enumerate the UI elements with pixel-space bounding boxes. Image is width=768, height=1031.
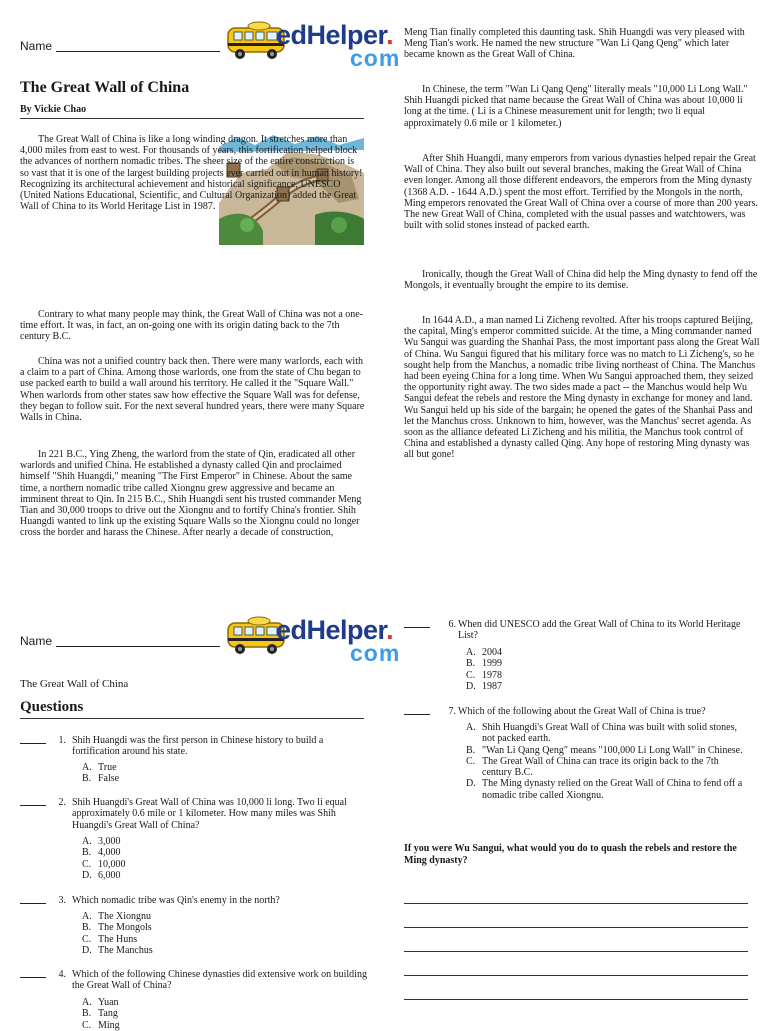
choice[interactable]: D. The Manchus xyxy=(82,944,153,956)
answer-blank[interactable] xyxy=(20,743,46,744)
article-byline: By Vickie Chao xyxy=(20,104,87,115)
answer-blank[interactable] xyxy=(404,714,430,715)
question-number: 1. xyxy=(58,735,66,746)
choice[interactable]: C. 1978 xyxy=(466,669,502,681)
choice[interactable]: C. 10,000 xyxy=(82,858,126,870)
choice[interactable]: A. 3,000 xyxy=(82,836,121,847)
name-field[interactable] xyxy=(20,39,220,53)
quiz-subtitle: The Great Wall of China xyxy=(20,678,129,690)
question-number: 6. xyxy=(448,619,456,630)
choice[interactable]: B. The Mongols xyxy=(82,922,152,934)
question-number: 3. xyxy=(58,895,66,906)
choice[interactable]: A. 2004 xyxy=(466,647,502,658)
choice[interactable]: D. 6,000 xyxy=(82,869,121,881)
answer-line-2[interactable] xyxy=(404,927,748,928)
answer-line-4[interactable] xyxy=(404,975,748,976)
question-7 xyxy=(404,706,754,826)
answer-blank[interactable] xyxy=(20,903,46,904)
choice[interactable]: D. 1987 xyxy=(466,680,502,692)
answer-line-5[interactable] xyxy=(404,999,748,1000)
question-3 xyxy=(20,895,370,959)
choice[interactable]: B. False xyxy=(82,773,120,785)
question-4 xyxy=(20,969,370,1031)
question-text: Which of the following Chinese dynasties did extensive work on building the Great Wall of China? xyxy=(72,969,367,992)
question-text: Shih Huangdi was the first person in Chinese history to build a fortification around his state. xyxy=(72,735,324,758)
question-number: 2. xyxy=(58,797,66,808)
article-title: The Great Wall of China xyxy=(20,79,190,96)
right-paragraph-4: Ironically, though the Great Wall of China did help the Ming dynasty to fend off the Mongols, it eventually brought the empire to its demise. xyxy=(404,269,758,292)
essay-prompt: If you were Wu Sangui, what would you do to quash the rebels and restore the Ming dynasty? xyxy=(404,843,737,866)
question-6 xyxy=(404,619,754,695)
left-paragraph-3: China was not a unified country back then. There were many warlords, each with a claim to a part of China. Among those warlords, one from the state of Chu began to use packed earth to build a wall around his territory. He called it the "Square Wall." When warlords from other states saw how effective the Square Wall was for defense, they began to follow suit. For the next several hundred years, there were many Square Walls in China. xyxy=(20,356,365,424)
choice[interactable]: B. Tang xyxy=(82,1008,118,1020)
edhelper-logo-quiz: edHelper. com xyxy=(226,609,371,671)
edhelper-logo: edHelper. com xyxy=(226,14,371,76)
left-paragraph-1: The Great Wall of China is like a long winding dragon. It stretches more than 4,000 miles from east to west. For thousands of years, this fortification helped block the advances of northern nomadic tribes. The sheer size of the entire construction is so vast that it is one of the largest building projects ever carried out in human history! Recognizing its architectural achievement and historical significance, UNESCO (United Nations Educational, Scientific, and Cultural Organization) added the Great Wall of China to its World Heritage List in 1987. xyxy=(20,134,363,213)
choice[interactable]: A. The Xiongnu xyxy=(82,911,152,922)
title-rule xyxy=(20,118,364,119)
choice[interactable]: C. The Huns xyxy=(82,933,138,945)
question-text: Which of the following about the Great Wall of China is true? xyxy=(458,706,706,717)
name-line[interactable] xyxy=(56,51,220,52)
left-paragraph-4: In 221 B.C., Ying Zheng, the warlord from the state of Qin, eradicated all other warlords and unified China. He established a dynasty called Qin and proclaimed himself "Shih Huangdi," meaning "The First Emperor" in Chinese. About the same time, a northern nomadic tribe called Xiongnu grew aggressive and became an imminent threat to Qin. In 215 B.C., Shih Huangdi sent his trusted commander Meng Tian and 30,000 troops to drive out the Xiongnu and to fortify China's frontier. Shih Huangdi wanted to link up the existing Square Walls so the Xiongnu could no longer cross the border and harass the Chinese. After nearly a decade of construction, xyxy=(20,449,362,539)
answer-blank[interactable] xyxy=(20,977,46,978)
choice[interactable]: D. The Ming dynasty relied on the Great Wall of China to fend off a nomadic tribe called Xiongnu. xyxy=(466,778,743,801)
choice[interactable]: A. Yuan xyxy=(82,997,119,1008)
name-label: Name xyxy=(20,634,53,648)
choice[interactable]: B. 4,000 xyxy=(82,847,121,859)
questions-rule xyxy=(20,718,364,719)
questions-heading: Questions xyxy=(20,699,84,715)
right-paragraph-2: In Chinese, the term "Wan Li Qang Qeng" literally meals "10,000 Li Long Wall." Shih Huangdi picked that name because the Great Wall of China was about 10,000 li long at the time. ( Li is a Chinese measurement unit for length; two li equal approximately 0.6 mile or 1 kilometer.) xyxy=(404,84,748,129)
choice[interactable]: A. Shih Huangdi's Great Wall of China was built with solid stones, not packed earth. xyxy=(466,722,737,745)
right-paragraph-3: After Shih Huangdi, many emperors from various dynasties helped repair the Great Wall of China. They also built out several branches, making the Great Wall of China even longer. Among all those different endeavors, the emperors from the Ming dynasty (1368 A.D. - 1644 A.D.) spent the most effort. Terrified by the Mongols in the north, Ming emperors renovated the Great Wall of China over a course of more than 200 years. The new Great Wall of China, completed with the usual passes and watchtowers, was built with solid stones instead of packed earth. xyxy=(404,153,758,232)
choice[interactable]: C. Ming xyxy=(82,1019,120,1031)
question-text: Which nomadic tribe was Qin's enemy in the north? xyxy=(72,895,280,906)
answer-blank[interactable] xyxy=(20,805,46,806)
choice[interactable]: C. The Great Wall of China can trace its origin back to the 7th century B.C. xyxy=(466,755,719,779)
name-field-quiz[interactable] xyxy=(20,634,220,648)
question-2 xyxy=(20,797,370,883)
answer-line-1[interactable] xyxy=(404,903,748,904)
question-text: When did UNESCO add the Great Wall of China to its World Heritage List? xyxy=(458,619,741,642)
choice[interactable]: B. "Wan Li Qang Qeng" means "100,000 Li Long Wall" in Chinese. xyxy=(466,744,743,756)
name-line[interactable] xyxy=(56,646,220,647)
right-paragraph-5: In 1644 A.D., a man named Li Zicheng revolted. After his troops captured Beijing, the capital, Ming's emperor committed suicide. At the time, a Ming commander named Wu Sangui was guarding the Shanhai Pass, the most important pass along the Great Wall of China. Wu Sangui figured that his military force was no match to Li Zicheng's, so he sought help from the Manchus, a nomadic tribe living northeast of China. The Manchus had been eyeing China for a long time. When Wu Sangui approached them, they seized the opportunity right away. The two sides made a pact -- the Manchus would help Wu Sangui defeat the rebels and restore the Ming dynasty in exchange for money and land. Wu Sangui held up his side of the bargain; he opened the gates of the Shanhai Pass and let the Manchus cross. Unknown to him, however, was the Manchus' secret agenda. As soon as the alliance defeated Li Zicheng and his militia, the Manchus took control of China and established a dynasty called Qing. Any hope of restoring Ming dynasty was all but gone! xyxy=(404,315,760,461)
question-1 xyxy=(20,735,370,787)
question-text: Shih Huangdi's Great Wall of China was 10,000 li long. Two li equal approximately 0.6 mile or 1 kilometer. How many miles was Shih Huangdi's Great Wall of China? xyxy=(72,797,347,831)
left-paragraph-2: Contrary to what many people may think, the Great Wall of China was not a one-time effort. It was, in fact, an on-going one with its origin dating back to the 7th century B.C. xyxy=(20,309,364,343)
question-number: 7. xyxy=(448,706,456,717)
name-label: Name xyxy=(20,39,53,53)
answer-line-3[interactable] xyxy=(404,951,748,952)
answer-blank[interactable] xyxy=(404,627,430,628)
choice[interactable]: A. True xyxy=(82,762,117,773)
choice[interactable]: B. 1999 xyxy=(466,658,502,670)
right-paragraph-1: Meng Tian finally completed this daunting task. Shih Huangdi was very pleased with Meng Tian's work. He named the new structure "Wan Li Qang Qeng" which later became known as the Great Wall of China. xyxy=(404,27,745,61)
question-number: 4. xyxy=(58,969,66,980)
